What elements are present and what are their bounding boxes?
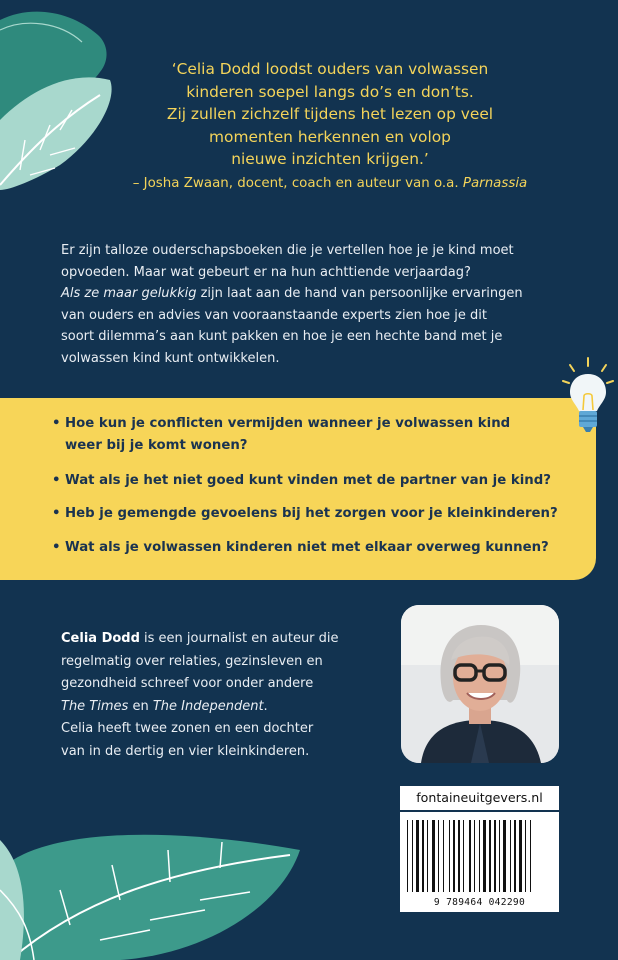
author-bio (61, 628, 391, 764)
bio-line: Celia heeft twee zonen en een dochter (61, 721, 314, 737)
question-item (52, 470, 551, 492)
light-bulb-icon (560, 356, 616, 440)
bio-line: gezondheid schreef voor onder andere (61, 676, 314, 692)
question-text: Heb je gemengde gevoelens bij het zorgen voor je kleinkinderen? (65, 506, 558, 521)
attribution-book-title: Parnassia (462, 175, 528, 191)
quote-line: Zij zullen zichzelf tijdens het lezen op veel (166, 105, 494, 123)
quote-line: nieuwe inzichten krijgen.’ (231, 150, 429, 168)
author-photo-illustration (401, 605, 559, 763)
leaf-bottom-icon (0, 830, 330, 960)
quote-attribution (90, 173, 570, 196)
book-blurb (61, 240, 581, 370)
bio-text: is een journalist en auteur die (139, 631, 339, 646)
attribution-text: – Josha Zwaan, docent, coach en auteur van o.a. (132, 175, 463, 191)
blurb-line: opvoeden. Maar wat gebeurt er na hun achttiende verjaardag? (61, 264, 471, 280)
question-text: Wat als je volwassen kinderen niet met elkaar overweg kunnen? (65, 540, 549, 555)
bullet: • (52, 416, 61, 431)
author-name: Celia Dodd (61, 631, 140, 646)
question-item (52, 537, 549, 559)
bullet: • (52, 473, 61, 488)
blurb-line: soort dilemma’s aan kunt pakken en hoe je een hechte band met je (61, 329, 503, 345)
bio-line (61, 628, 391, 651)
blurb-line: volwassen kind kunt ontwikkelen. (61, 350, 280, 366)
bullet: • (52, 540, 61, 555)
blurb-line: Er zijn talloze ouderschapsboeken die je vertellen hoe je je kind moet (61, 243, 514, 258)
isbn-number: 9 789464 042290 (433, 897, 526, 908)
blurb-text: zijn laat aan de hand van persoonlijke ervaringen (196, 286, 523, 302)
blurb-line: van ouders en advies van vooraanstaande experts zien hoe je dit (61, 307, 487, 323)
newspaper-name: The Independent (152, 698, 264, 714)
question-text: weer bij je komt wonen? (65, 438, 248, 453)
quote-line: ‘Celia Dodd loodst ouders van volwassen (171, 60, 489, 78)
question-text: Wat als je het niet goed kunt vinden met de partner van je kind? (65, 473, 551, 488)
review-quote (90, 58, 570, 195)
question-item (52, 503, 558, 525)
quote-line: kinderen soepel langs do’s en don’ts. (186, 82, 474, 101)
bullet: • (52, 506, 61, 521)
book-title: Als ze maar gelukkig (61, 286, 197, 302)
question-text: Hoe kun je conflicten vermijden wanneer je volwassen kind (65, 416, 511, 431)
bio-line (61, 696, 391, 719)
quote-line: momenten herkennen en volop (209, 127, 451, 146)
bio-line: regelmatig over relaties, gezinsleven en (61, 653, 323, 669)
publisher-url: fontaineuitgevers.nl (400, 786, 559, 810)
barcode (400, 812, 559, 912)
bio-text: . (263, 698, 268, 714)
newspaper-name: The Times (61, 698, 129, 714)
bio-text: en (128, 698, 153, 714)
author-photo (401, 605, 559, 763)
blurb-line (61, 283, 581, 305)
question-item (52, 413, 511, 457)
bio-line: van in de dertig en vier kleinkinderen. (61, 743, 310, 759)
